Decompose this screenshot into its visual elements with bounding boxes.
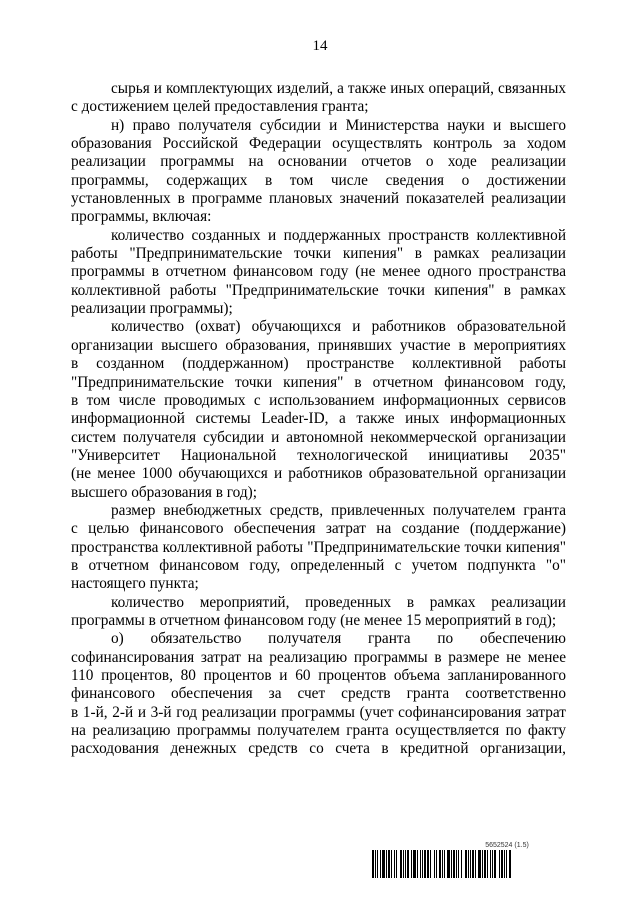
text-line: с достижением целей предоставления гранта;	[71, 98, 369, 116]
barcode-bar	[504, 850, 505, 878]
barcode-bar	[420, 850, 421, 878]
text-line: 110 процентов, 80 процентов и 60 процентов объема запланированного	[71, 667, 566, 684]
text-line: информационной системы Leader-ID, а также иных информационных	[71, 410, 566, 428]
barcode-bar	[501, 850, 503, 878]
barcode-bar	[470, 850, 471, 878]
text-line: о) обязательство получателя гранта по обеспечению	[111, 630, 566, 648]
text-line: в 1-й, 2-й и 3-й год реализации программы (учет софинансирования затрат	[71, 703, 566, 721]
barcode-bar	[430, 850, 431, 878]
barcode-bar	[456, 850, 457, 878]
barcode-bar	[382, 850, 385, 878]
text-line: (не менее 1000 обучающихся и работников образовательной организации	[71, 465, 566, 483]
text-line: софинансирования затрат на реализацию программы в размере не менее	[71, 648, 566, 666]
text-line: количество созданных и поддержанных пространств коллективной	[111, 226, 566, 244]
text-line: количество (охват) обучающихся и работников образовательной	[111, 318, 566, 336]
barcode-bar	[403, 850, 404, 878]
barcode-bar	[413, 850, 416, 878]
barcode-bar	[377, 850, 378, 878]
text-line: в созданном (поддержанном) пространстве коллективной работы	[71, 355, 566, 373]
barcode-bar	[417, 850, 418, 878]
text-line: в отчетном финансовом году, определенный с учетом подпункта "о"	[71, 556, 566, 574]
barcode-bar	[427, 850, 429, 878]
text-line: программы в отчетном финансовом году (не менее 15 мероприятий в год);	[71, 611, 557, 629]
barcode-bar	[458, 850, 459, 878]
text-line: организации высшего образования, принявших участие в мероприятиях	[71, 336, 566, 354]
barcode-bar	[372, 850, 374, 878]
text-line: "Предпринимательские точки кипения" в отчетном финансовом году,	[71, 373, 566, 391]
barcode-bar	[475, 850, 476, 878]
barcode-bar	[509, 850, 511, 878]
text-line: на реализацию программы получателем гранта осуществляется по факту	[71, 722, 566, 740]
page-number: 14	[312, 38, 328, 54]
text-line: пространства коллективной работы "Предпринимательские точки кипения"	[71, 538, 566, 556]
barcode-bar	[407, 850, 409, 878]
document-code: 5652524 (1.5)	[485, 842, 529, 849]
barcode	[372, 850, 568, 878]
text-line: высшего образования в год);	[71, 483, 258, 501]
barcode-bar	[472, 850, 474, 878]
barcode-bar	[478, 850, 481, 878]
text-line: настоящего пункта;	[71, 575, 199, 593]
barcode-bar	[490, 850, 491, 878]
text-line: систем получателя субсидии и автономной некоммерческой организации	[71, 428, 566, 446]
barcode-bar	[499, 850, 500, 878]
paragraph	[71, 502, 566, 594]
paragraph	[71, 117, 566, 227]
text-line: с целью финансового обеспечения затрат на создание (поддержание)	[71, 520, 566, 538]
paragraph	[71, 594, 566, 631]
barcode-bar	[424, 850, 426, 878]
barcode-bar	[444, 850, 445, 878]
barcode-bar	[380, 850, 381, 878]
barcode-bar	[487, 850, 488, 878]
barcode-bar	[394, 850, 395, 878]
text-line: расходования денежных средств со счета в кредитной организации,	[71, 740, 566, 758]
barcode-bar	[375, 850, 376, 878]
text-line: размер внебюджетных средств, привлеченных получателем гранта	[111, 501, 566, 519]
text-line: установленных в программе плановых значений показателей реализации	[71, 190, 566, 208]
barcode-bar	[388, 850, 390, 878]
text-line: образования Российской Федерации осуществлять контроль за ходом	[71, 135, 566, 153]
barcode-bar	[506, 850, 507, 878]
barcode-bar	[494, 850, 496, 878]
text-line: программы, включая:	[71, 208, 212, 226]
barcode-bar	[468, 850, 469, 878]
barcode-bar	[451, 850, 452, 878]
text-line: в том числе проводимых с использованием информационных сервисов	[71, 391, 566, 409]
barcode-bar	[391, 850, 392, 878]
text-line: количество мероприятий, проведенных в рамках реализации	[111, 593, 566, 611]
barcode-bar	[453, 850, 455, 878]
barcode-bar	[411, 850, 412, 878]
barcode-bar	[400, 850, 402, 878]
barcode-bar	[447, 850, 450, 878]
document-body	[71, 80, 566, 759]
barcode-bar	[484, 850, 486, 878]
text-line: реализации программы на основании отчетов о ходе реализации	[71, 153, 566, 171]
text-line: программы в отчетном финансовом году (не менее одного пространства	[71, 263, 566, 281]
barcode-bar	[386, 850, 387, 878]
barcode-bar	[482, 850, 483, 878]
barcode-bar	[434, 850, 435, 878]
barcode-bar	[439, 850, 441, 878]
text-line: "Университет Национальной технологической инициативы 2035"	[71, 446, 566, 464]
barcode-bar	[442, 850, 443, 878]
text-line: сырья и комплектующих изделий, а также иных операций, связанных	[111, 80, 566, 97]
barcode-bar	[436, 850, 437, 878]
paragraph	[71, 227, 566, 319]
text-line: работы "Предпринимательские точки кипения" в рамках реализации	[71, 245, 566, 263]
barcode-bar	[405, 850, 406, 878]
text-line: финансового обеспечения за счет средств гранта соответственно	[71, 685, 566, 703]
paragraph	[71, 80, 566, 117]
barcode-bar	[461, 850, 462, 878]
barcode-bar	[422, 850, 423, 878]
text-line: реализации программы);	[71, 300, 233, 318]
barcode-bar	[465, 850, 467, 878]
paragraph	[71, 318, 566, 501]
text-line: н) право получателя субсидии и Министерства науки и высшего	[111, 116, 566, 134]
barcode-bar	[396, 850, 397, 878]
paragraph	[71, 630, 566, 758]
text-line: коллективной работы "Предпринимательские точки кипения" в рамках	[71, 281, 566, 299]
barcode-bar	[492, 850, 493, 878]
text-line: программы, содержащих в том числе сведения о достижении	[71, 171, 566, 189]
